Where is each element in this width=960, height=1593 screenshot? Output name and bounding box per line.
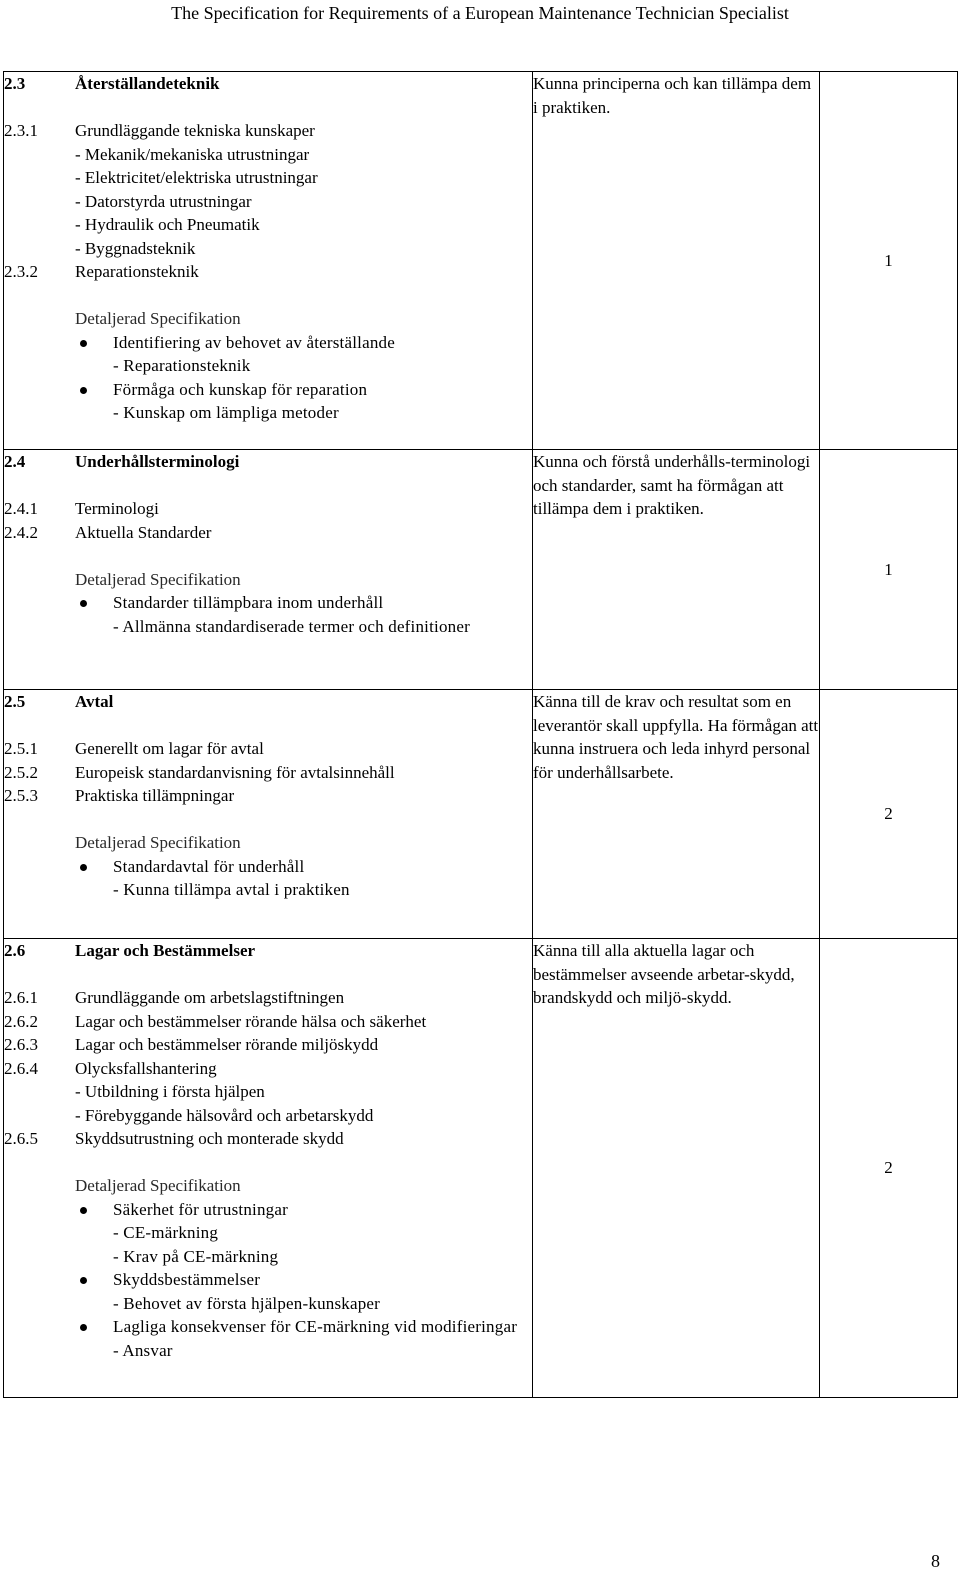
section-number: 2.3 — [4, 74, 26, 93]
detail-sub-item: - Kunna tillämpa avtal i praktiken — [113, 880, 350, 899]
detail-bullet-item: Säkerhet för utrustningar — [75, 1198, 532, 1222]
goal-text: Känna till alla aktuella lagar och bestämmelser avseende arbetar-skydd, brandskydd och miljö-skydd. — [533, 941, 795, 1007]
detail-list — [4, 855, 532, 902]
topic-item — [4, 1010, 532, 1034]
topic-item-text: - Förebyggande hälsovård och arbetarskydd — [75, 1105, 374, 1125]
level-value: 1 — [884, 559, 893, 579]
specification-table — [3, 71, 958, 1398]
topic-item — [4, 1057, 532, 1081]
topic-item-text: Aktuella Standarder — [75, 522, 212, 542]
topic-cell — [4, 72, 533, 450]
topic-item-number: 2.3.2 — [4, 262, 38, 281]
spec-row — [4, 939, 958, 1398]
topic-item-text: - Utbildning i första hjälpen — [75, 1082, 265, 1101]
topic-item-number: 2.5.3 — [4, 786, 38, 805]
topic-item-number — [4, 143, 75, 167]
topic-cell — [4, 450, 533, 690]
topic-item-number: 2.6.5 — [4, 1129, 38, 1148]
topic-item — [4, 784, 532, 808]
page-header: The Specification for Requirements of a European Maintenance Technician Specialist — [171, 3, 789, 23]
topic-item — [4, 260, 532, 284]
topic-item-number: 2.6.4 — [4, 1058, 38, 1078]
section-number: 2.5 — [4, 692, 26, 711]
topic-item — [4, 1104, 532, 1128]
topic-item — [4, 143, 532, 167]
detail-sub-item: - CE-märkning — [113, 1223, 219, 1242]
topic-item-number — [4, 166, 75, 190]
page-number: 8 — [931, 1551, 940, 1571]
topic-item-number — [4, 213, 75, 237]
detail-bullet-item: Skyddsbestämmelser — [75, 1268, 532, 1292]
goal-text: Kunna principerna och kan tillämpa dem i praktiken. — [533, 74, 812, 117]
topic-item-text: Reparationsteknik — [75, 262, 199, 281]
level-value: 2 — [884, 804, 893, 824]
topic-item-number: 2.6.1 — [4, 988, 38, 1007]
topic-item — [4, 737, 532, 761]
detail-label: Detaljerad Specifikation — [75, 1176, 241, 1195]
topic-item-number — [4, 190, 75, 214]
detail-sub-item: - Behovet av första hjälpen-kunskaper — [113, 1293, 381, 1313]
detail-list — [4, 1198, 532, 1363]
topic-item-text: Grundläggande om arbetslagstiftningen — [75, 988, 345, 1007]
topic-item — [4, 761, 532, 785]
topic-cell — [4, 939, 533, 1398]
section-heading — [4, 939, 532, 963]
detail-list — [4, 591, 532, 638]
topic-item-number — [4, 237, 75, 261]
detail-sub-item: - Krav på CE-märkning — [113, 1246, 279, 1266]
goal-cell — [533, 690, 820, 939]
topic-item-number: 2.4.2 — [4, 522, 38, 542]
level-cell — [820, 690, 958, 939]
topic-item-text: - Datorstyrda utrustningar — [75, 191, 252, 211]
detail-label: Detaljerad Specifikation — [75, 569, 241, 589]
detail-list — [4, 331, 532, 425]
section-heading — [4, 690, 532, 714]
detail-sub-item: - Reparationsteknik — [113, 356, 251, 375]
topic-item — [4, 521, 532, 545]
topic-item-number: 2.3.1 — [4, 121, 38, 140]
goal-text: Känna till de krav och resultat som en leverantör skall uppfylla. Ha förmågan att kunna instruera och leda inhyrd personal för underhållsarbete. — [533, 692, 819, 782]
topic-item-text: Olycksfallshantering — [75, 1058, 217, 1078]
topic-item-text: Lagar och bestämmelser rörande miljöskydd — [75, 1035, 379, 1054]
detail-bullet-item: Identifiering av behovet av återställande — [75, 331, 532, 355]
goal-cell — [533, 939, 820, 1398]
detail-bullet-item: Lagliga konsekvenser för CE-märkning vid modifieringar — [75, 1315, 532, 1339]
topic-item-text: Terminologi — [75, 499, 159, 518]
detail-label: Detaljerad Specifikation — [75, 833, 241, 852]
topic-item-text: - Elektricitet/elektriska utrustningar — [75, 168, 318, 187]
detail-bullet-item: Förmåga och kunskap för reparation — [75, 378, 532, 402]
topic-item — [4, 119, 532, 143]
section-title: Återställandeteknik — [75, 74, 220, 93]
detail-bullet-item: Standardavtal för underhåll — [75, 855, 532, 879]
section-title: Avtal — [75, 692, 114, 711]
level-value: 1 — [884, 250, 893, 270]
topic-item-number: 2.5.2 — [4, 762, 38, 782]
topic-item-number: 2.5.1 — [4, 739, 38, 758]
spec-row — [4, 72, 958, 450]
goal-text: Kunna och förstå underhålls-terminologi och standarder, samt ha förmågan att tillämpa dem i praktiken. — [533, 452, 811, 518]
topic-item-text: - Hydraulik och Pneumatik — [75, 215, 260, 234]
topic-item — [4, 237, 532, 261]
detail-bullet-item: Standarder tillämpbara inom underhåll — [75, 591, 532, 615]
section-title: Underhållsterminologi — [75, 452, 240, 471]
level-cell — [820, 450, 958, 690]
topic-item-number: 2.4.1 — [4, 499, 38, 518]
level-cell — [820, 72, 958, 450]
topic-item-text: Lagar och bestämmelser rörande hälsa och säkerhet — [75, 1011, 427, 1031]
topic-item-text: Europeisk standardanvisning för avtalsinnehåll — [75, 762, 395, 782]
detail-label: Detaljerad Specifikation — [75, 309, 241, 328]
detail-sub-item: - Allmänna standardiserade termer och definitioner — [113, 616, 470, 636]
section-number: 2.4 — [4, 452, 26, 471]
topic-cell — [4, 690, 533, 939]
topic-item-text: Generellt om lagar för avtal — [75, 739, 264, 758]
topic-item — [4, 1080, 532, 1104]
spec-row — [4, 690, 958, 939]
section-number: 2.6 — [4, 941, 26, 960]
level-cell — [820, 939, 958, 1398]
section-title: Lagar och Bestämmelser — [75, 941, 256, 960]
topic-item-number — [4, 1104, 75, 1128]
topic-item — [4, 1127, 532, 1151]
topic-item-number: 2.6.3 — [4, 1035, 38, 1054]
topic-item-number — [4, 1080, 75, 1104]
topic-item — [4, 166, 532, 190]
section-heading — [4, 72, 532, 96]
spec-row — [4, 450, 958, 690]
goal-cell — [533, 450, 820, 690]
topic-item — [4, 190, 532, 214]
topic-item-text: - Byggnadsteknik — [75, 238, 196, 258]
section-heading — [4, 450, 532, 474]
topic-item-text: - Mekanik/mekaniska utrustningar — [75, 144, 310, 164]
topic-item — [4, 986, 532, 1010]
level-value: 2 — [884, 1158, 893, 1178]
goal-cell — [533, 72, 820, 450]
topic-item-text: Praktiska tillämpningar — [75, 786, 235, 805]
topic-item-text: Skyddsutrustning och monterade skydd — [75, 1129, 344, 1148]
detail-sub-item: - Kunskap om lämpliga metoder — [113, 403, 339, 422]
topic-item-number: 2.6.2 — [4, 1011, 38, 1031]
topic-item — [4, 213, 532, 237]
topic-item-text: Grundläggande tekniska kunskaper — [75, 121, 315, 140]
detail-sub-item: - Ansvar — [113, 1340, 173, 1360]
topic-item — [4, 497, 532, 521]
topic-item — [4, 1033, 532, 1057]
